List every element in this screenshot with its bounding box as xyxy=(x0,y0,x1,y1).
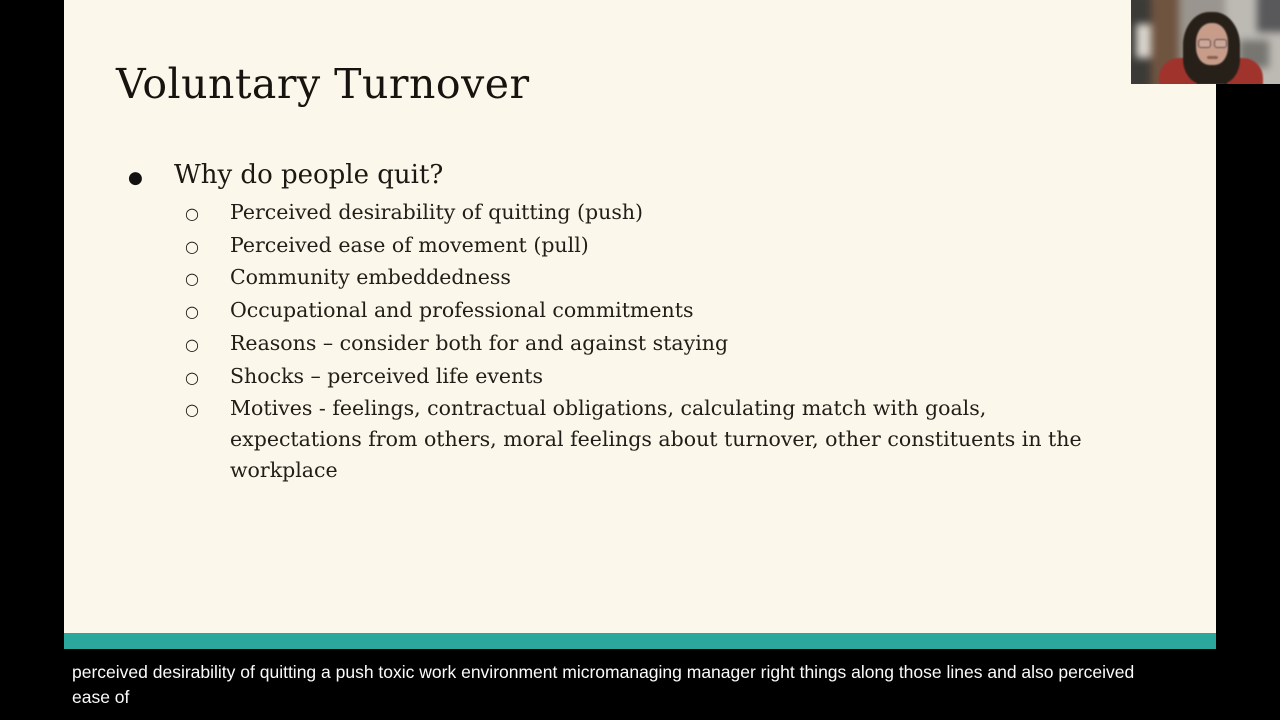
caption-overlay xyxy=(72,660,1212,710)
list-item xyxy=(64,262,1216,295)
filled-bullet-icon: ● xyxy=(128,168,143,188)
list-item-text: Community embeddedness xyxy=(230,265,511,290)
list-item xyxy=(64,361,1216,394)
list-item-text: Shocks – perceived life events xyxy=(230,363,544,388)
list-item xyxy=(64,393,1216,485)
list-item-text: Perceived ease of movement (pull) xyxy=(230,232,589,257)
open-bullet-icon: ○ xyxy=(185,269,199,289)
open-bullet-icon: ○ xyxy=(185,204,199,223)
caption-line: ease of xyxy=(72,687,130,707)
list-item xyxy=(64,230,1216,263)
webcam-video xyxy=(1131,0,1280,84)
presenter-mouth xyxy=(1207,56,1218,59)
caption-line: perceived desirability of quitting a push toxic work environment micromanaging manager right things along those lines and also perceived xyxy=(72,662,1135,682)
open-bullet-icon: ○ xyxy=(185,334,199,354)
list-item-text: Motives - feelings, contractual obligations, calculating match with goals, expectations from others, moral feelings about turnover, other constituents in the workplace xyxy=(230,396,1082,482)
open-bullet-icon: ○ xyxy=(185,400,199,420)
list-item xyxy=(64,328,1216,361)
main-bullet-text: Why do people quit? xyxy=(174,160,444,190)
presenter-glasses xyxy=(1214,39,1227,48)
list-item-text: Perceived desirability of quitting (push) xyxy=(230,200,644,224)
slide-title: Voluntary Turnover xyxy=(116,60,530,108)
list-item-text: Occupational and professional commitments xyxy=(230,298,694,323)
sub-bullet-list xyxy=(64,197,1216,485)
open-bullet-icon: ○ xyxy=(185,367,199,387)
presenter-glasses xyxy=(1198,39,1211,48)
main-bullet-row xyxy=(64,158,1216,195)
list-item xyxy=(64,295,1216,328)
open-bullet-icon: ○ xyxy=(185,236,199,256)
presenter xyxy=(1131,0,1280,84)
presentation-slide xyxy=(64,0,1216,649)
slide-accent-bar xyxy=(64,633,1216,649)
open-bullet-icon: ○ xyxy=(185,302,199,322)
list-item-text: Reasons – consider both for and against staying xyxy=(230,330,729,355)
list-item xyxy=(64,197,1216,230)
